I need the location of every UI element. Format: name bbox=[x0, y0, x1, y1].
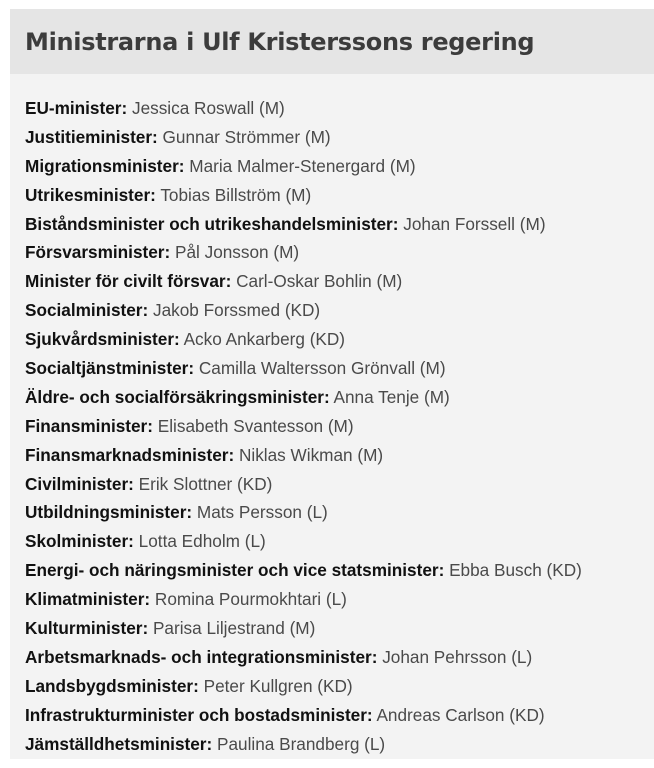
minister-item bbox=[25, 730, 654, 759]
card-title: Ministrarna i Ulf Kristerssons regering bbox=[25, 27, 535, 56]
minister-role: Utbildningsminister: bbox=[25, 502, 193, 523]
minister-name: Romina Pourmokhtari (L) bbox=[154, 589, 347, 610]
minister-name: Andreas Carlson (KD) bbox=[376, 704, 545, 725]
minister-role: Äldre- och socialförsäkringsminister: bbox=[25, 386, 330, 407]
minister-role: Energi- och näringsminister och vice statsminister: bbox=[25, 560, 445, 581]
minister-role: Skolminister: bbox=[25, 531, 134, 552]
minister-role: Justitieminister: bbox=[25, 126, 158, 147]
minister-item bbox=[25, 383, 654, 412]
minister-role: Arbetsmarknads- och integrationsminister: bbox=[25, 646, 378, 667]
minister-role: Jämställdhetsminister: bbox=[25, 733, 213, 754]
minister-name: Pål Jonsson (M) bbox=[174, 242, 300, 263]
minister-item bbox=[25, 498, 654, 527]
ministers-card bbox=[10, 9, 654, 759]
minister-name: Jessica Roswall (M) bbox=[131, 98, 285, 118]
minister-item bbox=[25, 643, 654, 672]
minister-item bbox=[25, 152, 654, 181]
minister-item bbox=[25, 325, 654, 354]
minister-item bbox=[25, 94, 654, 123]
minister-role: Kulturminister: bbox=[25, 618, 149, 639]
minister-role: Finansminister: bbox=[25, 415, 153, 436]
minister-item bbox=[25, 614, 654, 643]
minister-role: Socialtjänstminister: bbox=[25, 358, 195, 379]
minister-name: Erik Slottner (KD) bbox=[138, 473, 273, 494]
minister-role: Försvarsminister: bbox=[25, 242, 171, 263]
minister-role: Infrastrukturminister och bostadsminister: bbox=[25, 704, 373, 725]
minister-item bbox=[25, 354, 654, 383]
minister-item bbox=[25, 672, 654, 701]
minister-item bbox=[25, 267, 654, 296]
minister-name: Elisabeth Svantesson (M) bbox=[157, 415, 354, 436]
minister-item bbox=[25, 470, 654, 499]
minister-name: Tobias Billström (M) bbox=[160, 184, 312, 205]
minister-name: Johan Pehrsson (L) bbox=[382, 646, 533, 667]
minister-item bbox=[25, 701, 654, 730]
minister-name: Parisa Liljestrand (M) bbox=[152, 618, 316, 639]
minister-role: Migrationsminister: bbox=[25, 155, 185, 176]
minister-name: Maria Malmer-Stenergard (M) bbox=[189, 155, 416, 176]
minister-role: Finansmarknadsminister: bbox=[25, 444, 235, 465]
minister-item bbox=[25, 123, 654, 152]
minister-name: Jakob Forssmed (KD) bbox=[153, 300, 321, 321]
minister-name: Ebba Busch (KD) bbox=[449, 560, 582, 581]
minister-item bbox=[25, 556, 654, 585]
minister-item bbox=[25, 181, 654, 210]
minister-item bbox=[25, 527, 654, 556]
minister-role: Klimatminister: bbox=[25, 589, 151, 610]
card-header bbox=[10, 9, 654, 74]
minister-item bbox=[25, 238, 654, 267]
minister-item bbox=[25, 296, 654, 325]
minister-name: Lotta Edholm (L) bbox=[138, 531, 266, 552]
minister-name: Acko Ankarberg (KD) bbox=[183, 329, 346, 350]
minister-role: Minister för civilt försvar: bbox=[25, 271, 232, 292]
minister-role: Landsbygdsminister: bbox=[25, 675, 199, 696]
minister-role: EU-minister: bbox=[25, 98, 128, 118]
minister-name: Mats Persson (L) bbox=[196, 502, 328, 523]
minister-role: Utrikesminister: bbox=[25, 184, 156, 205]
minister-name: Carl-Oskar Bohlin (M) bbox=[236, 271, 403, 292]
minister-name: Gunnar Strömmer (M) bbox=[162, 126, 331, 147]
minister-list bbox=[10, 74, 654, 758]
minister-item bbox=[25, 412, 654, 441]
minister-item bbox=[25, 585, 654, 614]
minister-role: Biståndsminister och utrikeshandelsminister: bbox=[25, 213, 399, 234]
minister-name: Paulina Brandberg (L) bbox=[217, 733, 386, 754]
minister-name: Niklas Wikman (M) bbox=[238, 444, 384, 465]
minister-role: Sjukvårdsminister: bbox=[25, 329, 180, 350]
minister-item bbox=[25, 210, 654, 239]
minister-name: Johan Forssell (M) bbox=[403, 213, 546, 234]
minister-name: Peter Kullgren (KD) bbox=[203, 675, 353, 696]
minister-name: Camilla Waltersson Grönvall (M) bbox=[198, 358, 446, 379]
minister-name: Anna Tenje (M) bbox=[333, 386, 450, 407]
minister-role: Socialminister: bbox=[25, 300, 149, 321]
minister-role: Civilminister: bbox=[25, 473, 134, 494]
minister-item bbox=[25, 441, 654, 470]
